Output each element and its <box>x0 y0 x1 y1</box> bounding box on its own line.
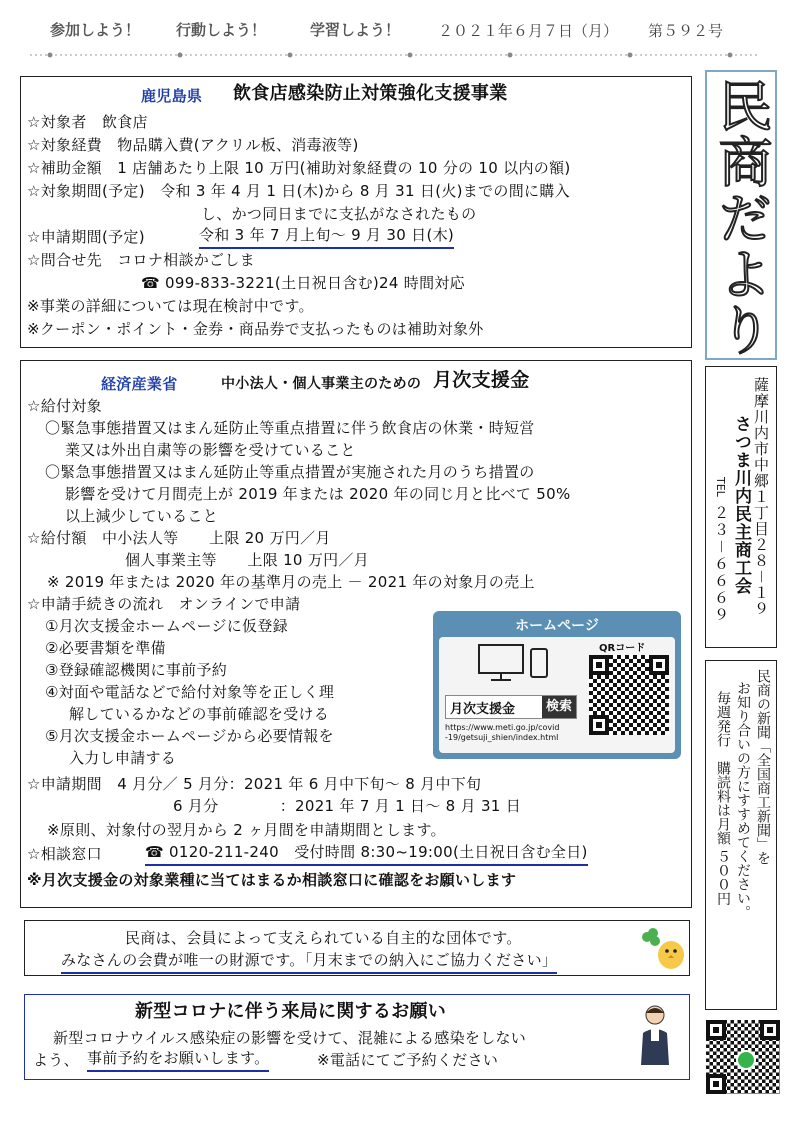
meti-line: ※原則、対象付の翌月から 2 ヶ月間を申請期間とします。 <box>47 821 446 839</box>
meti-qr-code[interactable] <box>589 655 669 735</box>
meti-step: 入力し申請する <box>69 749 177 767</box>
notice-line-1: 新型コロナウイルス感染症の影響を受けて、混雑による感染をしない <box>53 1029 527 1047</box>
computer-icon <box>475 643 555 683</box>
meti-org: 経済産業省 <box>101 375 178 393</box>
masthead <box>705 70 777 360</box>
meti-step: ③登録確認機関に事前予約 <box>45 661 228 679</box>
tel-label: TEL <box>714 477 727 497</box>
homepage-card <box>433 611 681 759</box>
kg-line: ☆対象期間(予定) 令和 3 年 4 月 1 日(木)から 8 月 31 日(火)までの間に購入 <box>27 182 570 200</box>
newspaper-line-3: 毎週発行 購読料は月額 ５００円 <box>715 691 731 906</box>
homepage-url-2: -19/getsuji_shien/index.html <box>445 733 559 742</box>
homepage-card-body <box>439 637 675 753</box>
meti-step: ⑤月次支援金ホームページから必要情報を <box>45 727 334 745</box>
meti-title: 月次支援金 <box>433 369 530 391</box>
kg-line: ☆対象者 飲食店 <box>27 113 148 131</box>
org-name: さつま川内民主商工会 <box>731 415 751 595</box>
notice-title: 新型コロナに伴う来局に関するお願い <box>135 1001 447 1022</box>
newspaper-line-1: 民商の新聞「全国商工新聞」を <box>755 669 771 865</box>
search-box[interactable] <box>445 695 577 719</box>
search-text: 月次支援金 <box>450 702 516 717</box>
dues-line-1: 民商は、会員によって支えられている自主的な団体です。 <box>125 929 522 947</box>
org-tel: ２３－６６６９ <box>712 505 730 625</box>
address-box <box>705 366 777 648</box>
slogan-2: 行動しよう！ <box>176 21 267 39</box>
kg-phone: ☎ 099-833-3221(土日祝日含む)24 時間対応 <box>141 274 465 292</box>
meti-line: ☆給付額 中小法人等 上限 20 万円／月 <box>27 529 331 547</box>
line-qr-code[interactable] <box>706 1020 780 1094</box>
meti-line: 個人事業主等 上限 10 万円／月 <box>125 551 370 569</box>
newspaper-line-2: お知り合いの方にすすめてください。 <box>735 681 751 919</box>
kg-line: ☆対象経費 物品購入費(アクリル板、消毒液等) <box>27 136 359 154</box>
meti-line: ☆申請手続きの流れ オンラインで申請 <box>27 595 301 613</box>
header-divider <box>30 46 760 64</box>
slogan-1: 参加しよう！ <box>50 21 141 39</box>
meti-line: 影響を受けて月間売上が 2019 年または 2020 年の同じ月と比べて 50% <box>65 485 571 503</box>
meti-consult-phone: ☎ 0120-211-240 受付時間 8:30~19:00(土日祝日含む全日) <box>145 841 588 866</box>
dues-line-2: みなさんの会費が唯一の財源です。「月末までの納入にご協力ください」 <box>61 949 557 974</box>
search-button[interactable]: 検索 <box>542 696 576 718</box>
meti-line: 以上減少していること <box>65 507 219 525</box>
kg-line: ☆申請期間(予定) <box>27 228 145 246</box>
meti-line: ☆相談窓口 <box>27 845 102 863</box>
issue-number: 第５９２号 <box>648 22 724 40</box>
kg-application-period: 令和 3 年 7 月上旬～ 9 月 30 日(木) <box>199 224 454 249</box>
meti-title-small: 中小法人・個人事業主のための <box>221 376 422 392</box>
org-address: 薩摩川内市中郷１丁目２８－１９ <box>752 377 770 618</box>
newspaper-box <box>705 660 777 1010</box>
meti-notice: ※月次支援金の対象業種に当てはまるか相談窓口に確認をお願いします <box>27 871 517 889</box>
meti-line: 〇緊急事態措置又はまん延防止等重点措置が実施された月のうち措置の <box>45 463 535 481</box>
meti-line: ※ 2019 年または 2020 年の基準月の売上 － 2021 年の対象月の売上 <box>47 573 535 591</box>
kg-line: ※クーポン・ポイント・金券・商品券で支払ったものは補助対象外 <box>27 320 484 338</box>
notice-reservation: 事前予約をお願いします。 <box>87 1047 269 1072</box>
kg-line: ※事業の詳細については現在検討中です。 <box>27 297 314 315</box>
meti-section <box>20 360 692 908</box>
meti-step: ②必要書類を準備 <box>45 639 166 657</box>
kagoshima-title: 飲食店感染防止対策強化支援事業 <box>233 83 508 104</box>
homepage-card-title: ホームページ <box>515 618 599 634</box>
issue-date: ２０２１年６月７日（月） <box>438 22 619 40</box>
meti-line: 業又は外出自粛等の影響を受けていること <box>65 441 356 459</box>
chick-icon <box>639 925 687 973</box>
receptionist-icon <box>635 1003 675 1075</box>
meti-step: 解しているかなどの事前確認を受ける <box>69 705 330 723</box>
meti-line: 6 月分 ：2021 年 7 月 1 日～ 8 月 31 日 <box>173 797 522 815</box>
slogan-3: 学習しよう！ <box>310 21 401 39</box>
dues-box <box>24 920 690 976</box>
meti-step: ①月次支援金ホームページに仮登録 <box>45 617 288 635</box>
homepage-url-1: https://www.meti.go.jp/covid <box>445 723 560 732</box>
qr-label: QRコード <box>599 643 646 654</box>
meti-line: 〇緊急事態措置又はまん延防止等重点措置に伴う飲食店の休業・時短営 <box>45 419 535 437</box>
masthead-title: 民商だより <box>710 78 773 358</box>
notice-box <box>24 994 690 1080</box>
kg-line: し、かつ同日までに支払がなされたもの <box>201 205 477 223</box>
meti-step: ④対面や電話などで給付対象等を正しく理 <box>45 683 335 701</box>
kg-line: ☆問合せ先 コロナ相談かごしま <box>27 251 255 269</box>
kagoshima-org: 鹿児島県 <box>141 87 203 105</box>
notice-line-2c: ※電話にてご予約ください <box>317 1051 499 1069</box>
notice-line-2a: よう、 <box>33 1051 79 1069</box>
meti-line: ☆申請期間 4 月分／ 5 月分：2021 年 6 月中下旬～ 8 月中下旬 <box>27 775 482 793</box>
meti-line: ☆給付対象 <box>27 397 102 415</box>
kg-line: ☆補助金額 1 店舗あたり上限 10 万円(補助対象経費の 10 分の 10 以内の額) <box>27 159 571 177</box>
line-logo-icon <box>736 1050 756 1070</box>
kagoshima-section <box>20 76 692 348</box>
